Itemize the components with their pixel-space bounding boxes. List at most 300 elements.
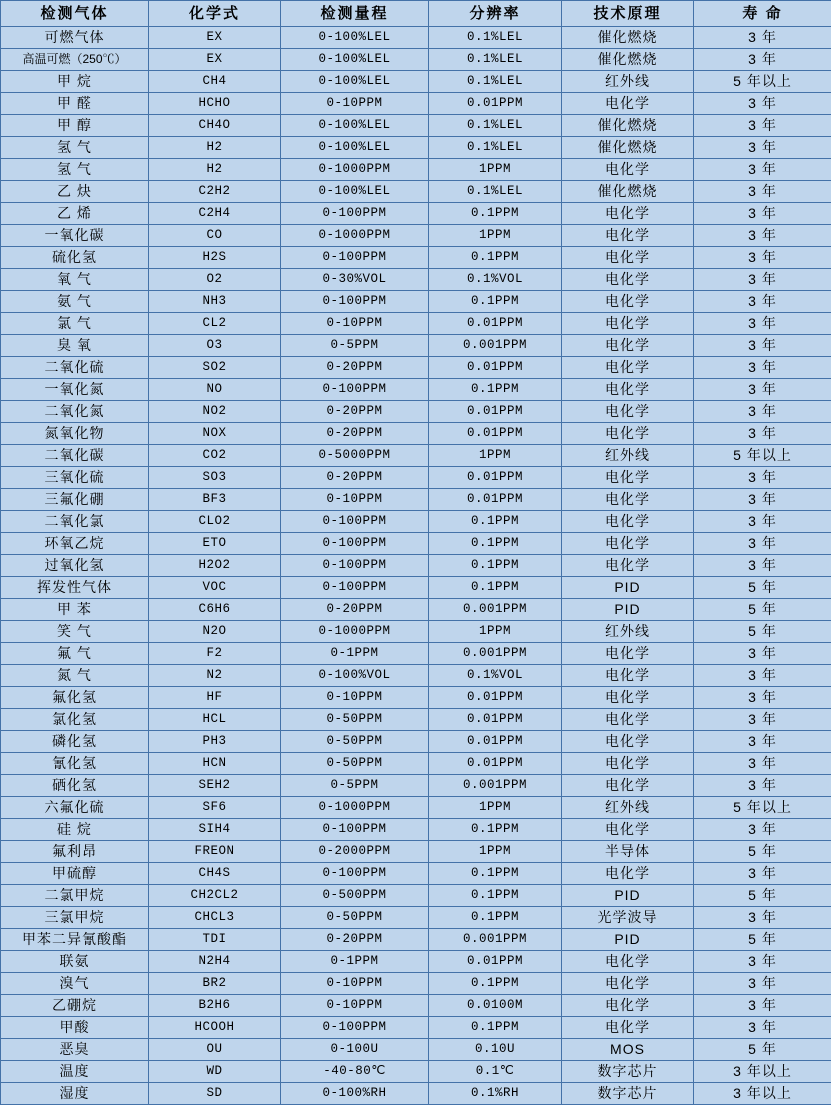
cell-formula: CH4S [149, 863, 281, 885]
cell-range: 0-100PPM [281, 819, 429, 841]
cell-lifetime: 3 年 [694, 819, 831, 841]
cell-range: 0-30%VOL [281, 269, 429, 291]
table-row [1, 819, 831, 841]
table-row [1, 731, 831, 753]
cell-range: 0-100PPM [281, 555, 429, 577]
table-row [1, 27, 831, 49]
table-row [1, 203, 831, 225]
cell-gas: 三氧化硫 [1, 467, 149, 489]
cell-lifetime: 3 年 [694, 907, 831, 929]
cell-range: 0-10PPM [281, 313, 429, 335]
cell-resolution: 0.1PPM [429, 885, 562, 907]
cell-principle: 电化学 [562, 511, 694, 533]
cell-range: 0-100%LEL [281, 49, 429, 71]
cell-gas: 甲 烷 [1, 71, 149, 93]
cell-lifetime: 3 年 [694, 401, 831, 423]
cell-range: 0-20PPM [281, 599, 429, 621]
cell-principle: 电化学 [562, 467, 694, 489]
cell-formula: NO [149, 379, 281, 401]
cell-gas: 六氟化硫 [1, 797, 149, 819]
table-row [1, 665, 831, 687]
cell-resolution: 1PPM [429, 621, 562, 643]
table-row [1, 49, 831, 71]
cell-resolution: 0.1%VOL [429, 269, 562, 291]
table-row [1, 401, 831, 423]
table-row [1, 1083, 831, 1105]
cell-resolution: 0.001PPM [429, 599, 562, 621]
cell-resolution: 0.01PPM [429, 687, 562, 709]
cell-formula: HF [149, 687, 281, 709]
cell-lifetime: 5 年 [694, 885, 831, 907]
cell-lifetime: 3 年 [694, 49, 831, 71]
cell-range: 0-100%LEL [281, 27, 429, 49]
cell-range: 0-5PPM [281, 775, 429, 797]
cell-resolution: 0.1%LEL [429, 71, 562, 93]
cell-gas: 二氯甲烷 [1, 885, 149, 907]
cell-formula: N2 [149, 665, 281, 687]
table-header-row [1, 1, 831, 27]
table-row [1, 291, 831, 313]
cell-resolution: 0.0100M [429, 995, 562, 1017]
cell-principle: 电化学 [562, 269, 694, 291]
cell-range: 0-20PPM [281, 423, 429, 445]
table-row [1, 357, 831, 379]
cell-range: 0-100%LEL [281, 71, 429, 93]
cell-range: 0-1PPM [281, 643, 429, 665]
column-header-resolution: 分辨率 [429, 1, 562, 27]
table-row [1, 93, 831, 115]
cell-principle: 红外线 [562, 71, 694, 93]
cell-principle: 电化学 [562, 709, 694, 731]
cell-resolution: 0.1PPM [429, 577, 562, 599]
table-row [1, 929, 831, 951]
cell-resolution: 1PPM [429, 841, 562, 863]
cell-range: 0-100%LEL [281, 115, 429, 137]
cell-resolution: 0.001PPM [429, 775, 562, 797]
cell-gas: 硒化氢 [1, 775, 149, 797]
cell-range: 0-100PPM [281, 291, 429, 313]
cell-resolution: 0.10U [429, 1039, 562, 1061]
cell-gas: 氰化氢 [1, 753, 149, 775]
cell-resolution: 0.01PPM [429, 753, 562, 775]
cell-resolution: 0.01PPM [429, 93, 562, 115]
cell-lifetime: 3 年 [694, 159, 831, 181]
table-row [1, 577, 831, 599]
cell-range: 0-500PPM [281, 885, 429, 907]
cell-lifetime: 5 年 [694, 929, 831, 951]
cell-gas: 氨 气 [1, 291, 149, 313]
cell-principle: 电化学 [562, 379, 694, 401]
cell-principle: 光学波导 [562, 907, 694, 929]
table-row [1, 533, 831, 555]
cell-resolution: 0.1%LEL [429, 27, 562, 49]
cell-formula: HCN [149, 753, 281, 775]
cell-principle: 红外线 [562, 621, 694, 643]
cell-principle: 电化学 [562, 819, 694, 841]
table-row [1, 621, 831, 643]
cell-principle: PID [562, 929, 694, 951]
cell-gas: 氮 气 [1, 665, 149, 687]
table-row [1, 709, 831, 731]
cell-formula: F2 [149, 643, 281, 665]
cell-resolution: 0.1PPM [429, 555, 562, 577]
cell-range: 0-10PPM [281, 687, 429, 709]
cell-gas: 乙 烯 [1, 203, 149, 225]
cell-formula: PH3 [149, 731, 281, 753]
cell-formula: SEH2 [149, 775, 281, 797]
cell-resolution: 0.1PPM [429, 247, 562, 269]
cell-formula: H2O2 [149, 555, 281, 577]
table-row [1, 511, 831, 533]
cell-lifetime: 3 年 [694, 1017, 831, 1039]
cell-principle: 电化学 [562, 555, 694, 577]
cell-formula: B2H6 [149, 995, 281, 1017]
cell-formula: VOC [149, 577, 281, 599]
cell-lifetime: 5 年 [694, 1039, 831, 1061]
cell-principle: 电化学 [562, 951, 694, 973]
cell-gas: 二氧化氯 [1, 511, 149, 533]
table-row [1, 885, 831, 907]
cell-formula: SIH4 [149, 819, 281, 841]
cell-gas: 甲硫醇 [1, 863, 149, 885]
cell-resolution: 1PPM [429, 445, 562, 467]
cell-principle: 催化燃烧 [562, 181, 694, 203]
cell-lifetime: 5 年以上 [694, 71, 831, 93]
table-row [1, 181, 831, 203]
table-row [1, 269, 831, 291]
cell-range: 0-10PPM [281, 995, 429, 1017]
cell-formula: SF6 [149, 797, 281, 819]
table-row [1, 863, 831, 885]
cell-resolution: 0.1%LEL [429, 137, 562, 159]
cell-range: 0-100PPM [281, 379, 429, 401]
table-row [1, 71, 831, 93]
cell-gas: 氯 气 [1, 313, 149, 335]
cell-lifetime: 3 年 [694, 247, 831, 269]
cell-lifetime: 5 年以上 [694, 797, 831, 819]
cell-lifetime: 3 年 [694, 687, 831, 709]
cell-principle: 电化学 [562, 731, 694, 753]
cell-formula: CH4 [149, 71, 281, 93]
cell-formula: H2S [149, 247, 281, 269]
cell-gas: 溴气 [1, 973, 149, 995]
cell-formula: HCHO [149, 93, 281, 115]
cell-range: 0-1000PPM [281, 225, 429, 247]
cell-gas: 可燃气体 [1, 27, 149, 49]
cell-range: 0-1000PPM [281, 159, 429, 181]
cell-range: 0-100%LEL [281, 181, 429, 203]
cell-lifetime: 3 年 [694, 269, 831, 291]
cell-range: 0-100PPM [281, 203, 429, 225]
table-row [1, 841, 831, 863]
cell-range: 0-50PPM [281, 709, 429, 731]
cell-range: 0-100PPM [281, 577, 429, 599]
cell-formula: OU [149, 1039, 281, 1061]
cell-gas: 氯化氢 [1, 709, 149, 731]
cell-principle: 电化学 [562, 973, 694, 995]
cell-principle: 电化学 [562, 687, 694, 709]
cell-resolution: 1PPM [429, 225, 562, 247]
cell-principle: 电化学 [562, 247, 694, 269]
cell-range: 0-1000PPM [281, 621, 429, 643]
cell-range: 0-20PPM [281, 929, 429, 951]
cell-range: 0-100PPM [281, 247, 429, 269]
cell-formula: C6H6 [149, 599, 281, 621]
cell-gas: 一氧化碳 [1, 225, 149, 247]
cell-lifetime: 3 年以上 [694, 1083, 831, 1105]
table-row [1, 643, 831, 665]
cell-lifetime: 3 年 [694, 643, 831, 665]
cell-formula: CO2 [149, 445, 281, 467]
cell-gas: 甲苯二异氰酸酯 [1, 929, 149, 951]
table-row [1, 951, 831, 973]
cell-range: 0-1PPM [281, 951, 429, 973]
cell-principle: PID [562, 577, 694, 599]
table-row [1, 687, 831, 709]
cell-formula: EX [149, 49, 281, 71]
cell-principle: 催化燃烧 [562, 137, 694, 159]
table-body [1, 27, 831, 1105]
table-row [1, 1061, 831, 1083]
cell-formula: FREON [149, 841, 281, 863]
table-row [1, 907, 831, 929]
cell-gas: 硅 烷 [1, 819, 149, 841]
cell-lifetime: 3 年 [694, 995, 831, 1017]
cell-range: 0-1000PPM [281, 797, 429, 819]
cell-formula: N2O [149, 621, 281, 643]
cell-range: 0-20PPM [281, 401, 429, 423]
cell-principle: 半导体 [562, 841, 694, 863]
cell-principle: 电化学 [562, 995, 694, 1017]
cell-principle: 数字芯片 [562, 1083, 694, 1105]
cell-range: 0-100PPM [281, 863, 429, 885]
cell-lifetime: 3 年 [694, 423, 831, 445]
cell-lifetime: 3 年 [694, 181, 831, 203]
cell-lifetime: 3 年 [694, 115, 831, 137]
cell-gas: 氢 气 [1, 137, 149, 159]
cell-resolution: 0.01PPM [429, 489, 562, 511]
cell-range: 0-10PPM [281, 93, 429, 115]
cell-principle: 电化学 [562, 159, 694, 181]
cell-gas: 甲 苯 [1, 599, 149, 621]
cell-resolution: 0.1PPM [429, 511, 562, 533]
cell-principle: 电化学 [562, 401, 694, 423]
cell-lifetime: 5 年 [694, 841, 831, 863]
cell-formula: CLO2 [149, 511, 281, 533]
cell-gas: 臭 氧 [1, 335, 149, 357]
cell-range: 0-100PPM [281, 511, 429, 533]
cell-range: 0-20PPM [281, 357, 429, 379]
cell-formula: O3 [149, 335, 281, 357]
cell-lifetime: 5 年 [694, 621, 831, 643]
cell-principle: 电化学 [562, 335, 694, 357]
cell-lifetime: 3 年 [694, 973, 831, 995]
cell-range: 0-50PPM [281, 907, 429, 929]
column-header-lifetime: 寿 命 [694, 1, 831, 27]
cell-resolution: 0.1PPM [429, 973, 562, 995]
cell-formula: C2H4 [149, 203, 281, 225]
cell-principle: 红外线 [562, 797, 694, 819]
cell-range: 0-20PPM [281, 467, 429, 489]
cell-formula: HCL [149, 709, 281, 731]
cell-principle: 电化学 [562, 1017, 694, 1039]
cell-formula: SO3 [149, 467, 281, 489]
cell-resolution: 0.1%VOL [429, 665, 562, 687]
cell-gas: 恶臭 [1, 1039, 149, 1061]
cell-resolution: 0.1PPM [429, 533, 562, 555]
cell-gas: 挥发性气体 [1, 577, 149, 599]
cell-lifetime: 5 年以上 [694, 445, 831, 467]
cell-gas: 氧 气 [1, 269, 149, 291]
cell-lifetime: 3 年 [694, 379, 831, 401]
cell-principle: 电化学 [562, 93, 694, 115]
cell-lifetime: 3 年 [694, 489, 831, 511]
cell-gas: 高温可燃（250℃） [1, 49, 149, 71]
cell-gas: 乙 炔 [1, 181, 149, 203]
cell-formula: EX [149, 27, 281, 49]
table-row [1, 159, 831, 181]
cell-formula: H2 [149, 159, 281, 181]
cell-principle: 催化燃烧 [562, 49, 694, 71]
cell-principle: PID [562, 885, 694, 907]
cell-lifetime: 3 年 [694, 225, 831, 247]
cell-gas: 温度 [1, 1061, 149, 1083]
cell-principle: 催化燃烧 [562, 115, 694, 137]
cell-principle: 电化学 [562, 203, 694, 225]
cell-formula: SO2 [149, 357, 281, 379]
cell-resolution: 0.1PPM [429, 1017, 562, 1039]
cell-lifetime: 3 年 [694, 467, 831, 489]
cell-formula: TDI [149, 929, 281, 951]
table-row [1, 1017, 831, 1039]
cell-lifetime: 3 年 [694, 775, 831, 797]
cell-resolution: 0.01PPM [429, 423, 562, 445]
cell-formula: C2H2 [149, 181, 281, 203]
cell-lifetime: 3 年 [694, 731, 831, 753]
cell-principle: MOS [562, 1039, 694, 1061]
cell-lifetime: 3 年以上 [694, 1061, 831, 1083]
cell-principle: 数字芯片 [562, 1061, 694, 1083]
cell-principle: 电化学 [562, 357, 694, 379]
cell-gas: 乙硼烷 [1, 995, 149, 1017]
cell-range: 0-2000PPM [281, 841, 429, 863]
cell-principle: 红外线 [562, 445, 694, 467]
cell-gas: 甲 醇 [1, 115, 149, 137]
cell-formula: CH2CL2 [149, 885, 281, 907]
cell-formula: WD [149, 1061, 281, 1083]
cell-lifetime: 3 年 [694, 753, 831, 775]
table-row [1, 995, 831, 1017]
cell-range: 0-100%VOL [281, 665, 429, 687]
cell-range: 0-50PPM [281, 753, 429, 775]
cell-resolution: 0.1PPM [429, 863, 562, 885]
column-header-principle: 技术原理 [562, 1, 694, 27]
cell-resolution: 0.01PPM [429, 467, 562, 489]
cell-lifetime: 3 年 [694, 27, 831, 49]
cell-gas: 氟利昂 [1, 841, 149, 863]
cell-lifetime: 3 年 [694, 313, 831, 335]
cell-gas: 环氧乙烷 [1, 533, 149, 555]
cell-principle: 电化学 [562, 665, 694, 687]
table-row [1, 467, 831, 489]
table-row [1, 489, 831, 511]
cell-formula: CL2 [149, 313, 281, 335]
cell-range: 0-100PPM [281, 533, 429, 555]
cell-resolution: 0.1%RH [429, 1083, 562, 1105]
cell-principle: 电化学 [562, 753, 694, 775]
cell-principle: 催化燃烧 [562, 27, 694, 49]
cell-lifetime: 3 年 [694, 203, 831, 225]
cell-lifetime: 3 年 [694, 357, 831, 379]
cell-lifetime: 5 年 [694, 599, 831, 621]
cell-formula: CH4O [149, 115, 281, 137]
cell-resolution: 0.1%LEL [429, 181, 562, 203]
table-row [1, 445, 831, 467]
cell-gas: 甲酸 [1, 1017, 149, 1039]
cell-formula: CHCL3 [149, 907, 281, 929]
cell-gas: 二氧化硫 [1, 357, 149, 379]
cell-formula: NH3 [149, 291, 281, 313]
cell-gas: 硫化氢 [1, 247, 149, 269]
cell-resolution: 0.01PPM [429, 313, 562, 335]
cell-formula: BR2 [149, 973, 281, 995]
cell-gas: 三氟化硼 [1, 489, 149, 511]
cell-range: 0-10PPM [281, 489, 429, 511]
table-row [1, 379, 831, 401]
cell-gas: 磷化氢 [1, 731, 149, 753]
cell-resolution: 0.1PPM [429, 291, 562, 313]
cell-gas: 氟化氢 [1, 687, 149, 709]
cell-resolution: 0.1PPM [429, 907, 562, 929]
cell-gas: 甲 醛 [1, 93, 149, 115]
cell-formula: HCOOH [149, 1017, 281, 1039]
table-row [1, 775, 831, 797]
cell-gas: 氟 气 [1, 643, 149, 665]
cell-lifetime: 3 年 [694, 665, 831, 687]
table-row [1, 115, 831, 137]
cell-formula: H2 [149, 137, 281, 159]
cell-lifetime: 3 年 [694, 511, 831, 533]
table-row [1, 1039, 831, 1061]
cell-lifetime: 3 年 [694, 335, 831, 357]
cell-range: 0-10PPM [281, 973, 429, 995]
cell-range: 0-5000PPM [281, 445, 429, 467]
column-header-gas: 检测气体 [1, 1, 149, 27]
cell-gas: 三氯甲烷 [1, 907, 149, 929]
cell-principle: 电化学 [562, 863, 694, 885]
cell-resolution: 0.1%LEL [429, 49, 562, 71]
cell-range: 0-5PPM [281, 335, 429, 357]
cell-gas: 氢 气 [1, 159, 149, 181]
cell-resolution: 0.1PPM [429, 819, 562, 841]
cell-formula: ETO [149, 533, 281, 555]
cell-gas: 笑 气 [1, 621, 149, 643]
cell-resolution: 0.01PPM [429, 731, 562, 753]
table-row [1, 137, 831, 159]
cell-resolution: 0.01PPM [429, 401, 562, 423]
table-row [1, 423, 831, 445]
cell-gas: 一氧化氮 [1, 379, 149, 401]
cell-resolution: 0.01PPM [429, 357, 562, 379]
cell-formula: N2H4 [149, 951, 281, 973]
cell-gas: 过氧化氢 [1, 555, 149, 577]
column-header-formula: 化学式 [149, 1, 281, 27]
cell-principle: 电化学 [562, 423, 694, 445]
cell-lifetime: 3 年 [694, 951, 831, 973]
cell-lifetime: 3 年 [694, 533, 831, 555]
cell-gas: 湿度 [1, 1083, 149, 1105]
table-row [1, 247, 831, 269]
